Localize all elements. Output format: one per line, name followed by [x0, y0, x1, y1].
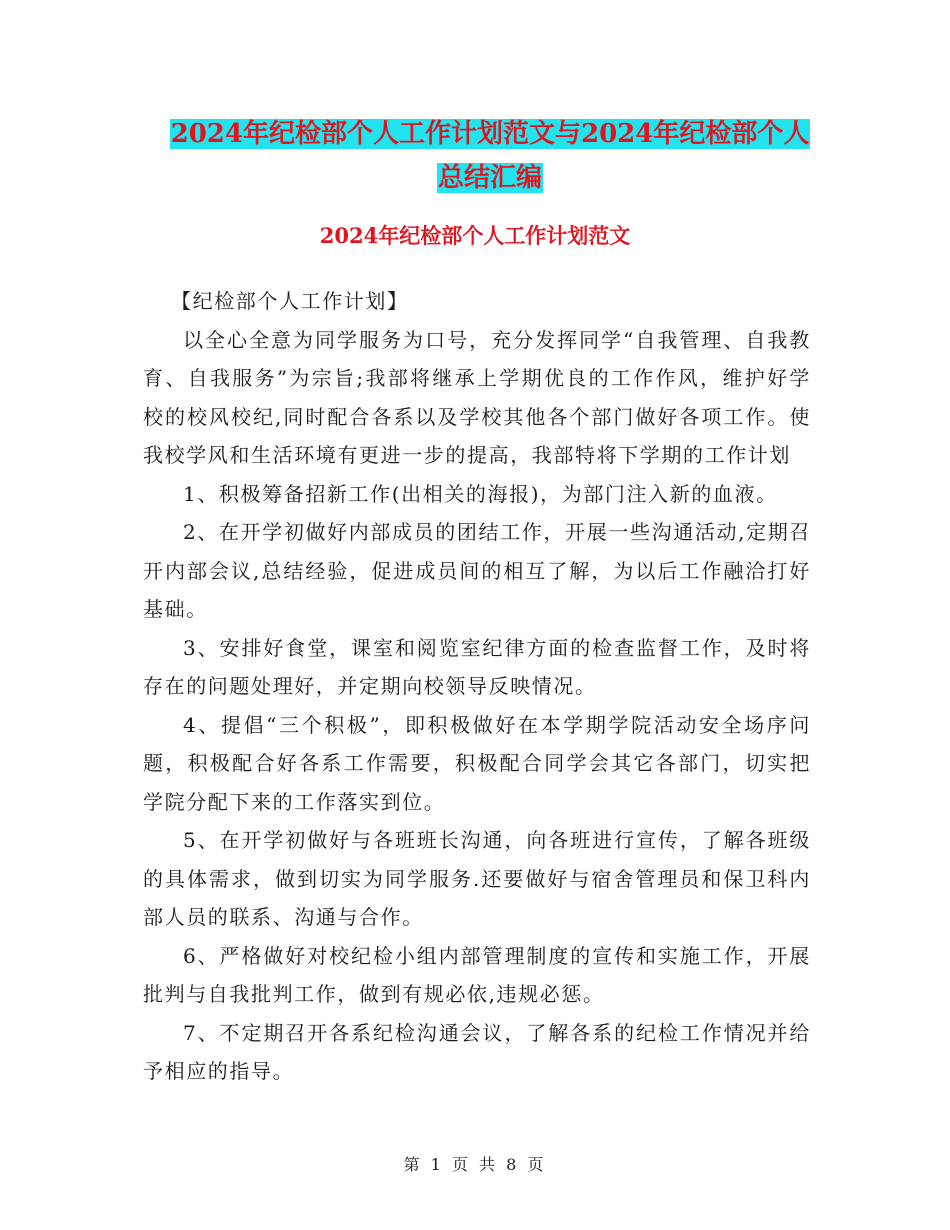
paragraph-intro: 以全心全意为同学服务为口号，充分发挥同学“自我管理、自我教育、自我服务”为宗旨;我部将继承上学期优良的工作作风，维护好学校的校风校纪,同时配合各系以及学校其他各个部门做好各项工作。使我校学风和生活环境有更进一步的提高，我部特将下学期的工作计划	[143, 327, 811, 467]
paragraph-item-7: 7、不定期召开各系纪检沟通会议，了解各系的纪检工作情况并给予相应的指导。	[143, 1020, 811, 1083]
document-title-line1: 2024年纪检部个人工作计划范文与2024年纪检部个人	[170, 119, 810, 149]
page-footer: 第 1 页 共 8 页	[403, 1155, 547, 1174]
paragraph-item-4: 4、提倡“三个积极”，即积极做好在本学期学院活动安全场序问题，积极配合好各系工作需要，积极配合同学会其它各部门，切实把学院分配下来的工作落实到位。	[143, 712, 811, 814]
document-title-line2: 总结汇编	[437, 163, 542, 193]
paragraph-item-1: 1、积极筹备招新工作(出相关的海报)，为部门注入新的血液。	[183, 481, 778, 506]
section-title: 2024年纪检部个人工作计划范文	[319, 223, 631, 248]
body-text	[143, 282, 811, 1091]
paragraph-item-5: 5、在开学初做好与各班班长沟通，向各班进行宣传，了解各班级的具体需求，做到切实为同学服务.还要做好与宿舍管理员和保卫科内部人员的联系、沟通与合作。	[143, 828, 811, 929]
paragraph-item-3: 3、安排好食堂，课室和阅览室纪律方面的检查监督工作，及时将存在的问题处理好，并定期向校领导反映情况。	[143, 635, 811, 698]
paragraph-heading: 【纪检部个人工作计划】	[171, 289, 409, 313]
document-title	[150, 112, 830, 200]
paragraph-item-6: 6、严格做好对校纪检小组内部管理制度的宣传和实施工作，开展批判与自我批判工作，做到有规必依,违规必惩。	[143, 943, 811, 1006]
paragraph-item-2: 2、在开学初做好内部成员的团结工作，开展一些沟通活动,定期召开内部会议,总结经验，促进成员间的相互了解，为以后工作融洽打好基础。	[143, 520, 811, 621]
